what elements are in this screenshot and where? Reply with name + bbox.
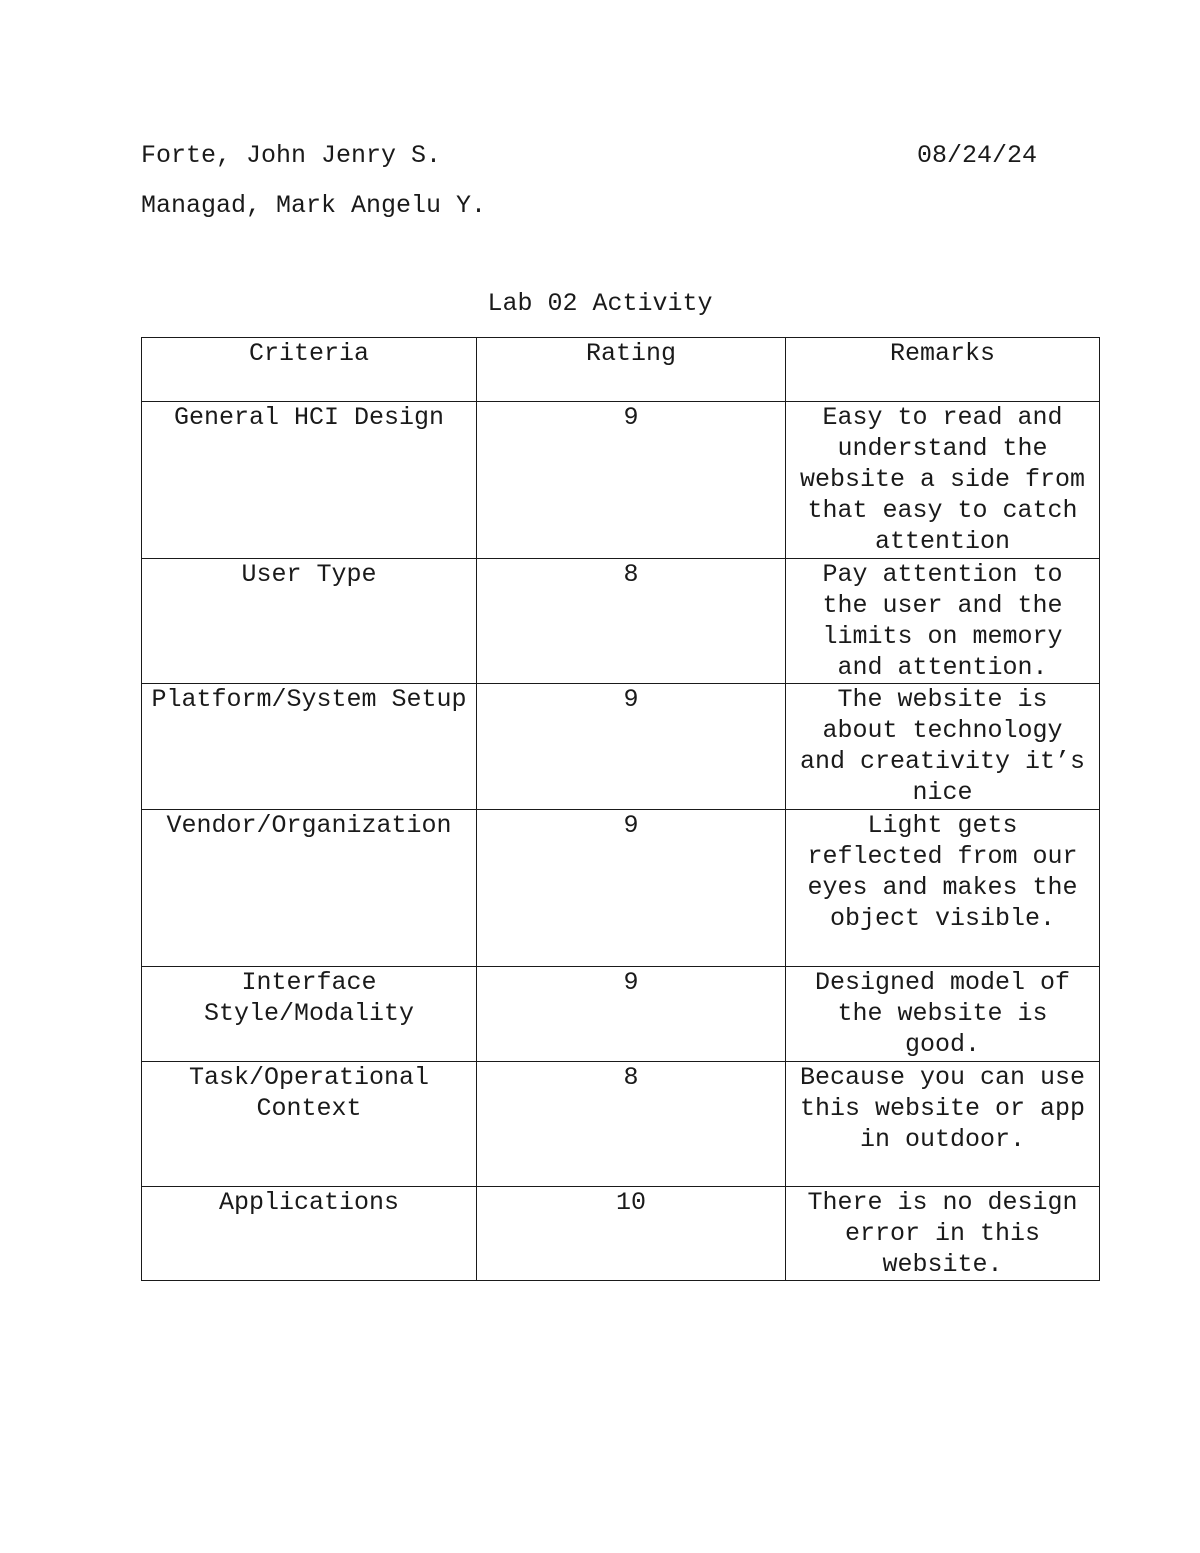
remarks-cell: Light gets reflected from our eyes and makes the object visible. (786, 810, 1100, 967)
remarks-cell: The website is about technology and creativity it’s nice (786, 684, 1100, 810)
column-header-remarks: Remarks (786, 338, 1100, 402)
evaluation-table (141, 337, 1100, 1281)
table-row (142, 810, 1100, 967)
rating-cell: 10 (477, 1187, 786, 1281)
table-row (142, 1062, 1100, 1187)
criteria-cell: Platform/System Setup (142, 684, 477, 810)
criteria-cell: User Type (142, 559, 477, 684)
rating-cell: 8 (477, 559, 786, 684)
document-date: 08/24/24 (917, 141, 1038, 170)
criteria-cell: General HCI Design (142, 402, 477, 559)
table-row (142, 559, 1100, 684)
rating-cell: 8 (477, 1062, 786, 1187)
remarks-cell: Pay attention to the user and the limits on memory and attention. (786, 559, 1100, 684)
remarks-cell: Designed model of the website is good. (786, 967, 1100, 1062)
author-name-2: Managad, Mark Angelu Y. (141, 191, 487, 220)
remarks-cell: Because you can use this website or app in outdoor. (786, 1062, 1100, 1187)
table-row (142, 1187, 1100, 1281)
table-row (142, 684, 1100, 810)
criteria-cell: Vendor/Organization (142, 810, 477, 967)
document-title: Lab 02 Activity (487, 289, 713, 318)
author-name-1: Forte, John Jenry S. (141, 141, 442, 170)
column-header-criteria: Criteria (142, 338, 477, 402)
remarks-cell: There is no design error in this website. (786, 1187, 1100, 1281)
criteria-cell: Interface Style/Modality (142, 967, 477, 1062)
rating-cell: 9 (477, 402, 786, 559)
table-header-row (142, 338, 1100, 402)
table-row (142, 967, 1100, 1062)
remarks-cell: Easy to read and understand the website a side from that easy to catch attention (786, 402, 1100, 559)
criteria-cell: Task/Operational Context (142, 1062, 477, 1187)
rating-cell: 9 (477, 810, 786, 967)
rating-cell: 9 (477, 684, 786, 810)
criteria-cell: Applications (142, 1187, 477, 1281)
rating-cell: 9 (477, 967, 786, 1062)
column-header-rating: Rating (477, 338, 786, 402)
table-row (142, 402, 1100, 559)
